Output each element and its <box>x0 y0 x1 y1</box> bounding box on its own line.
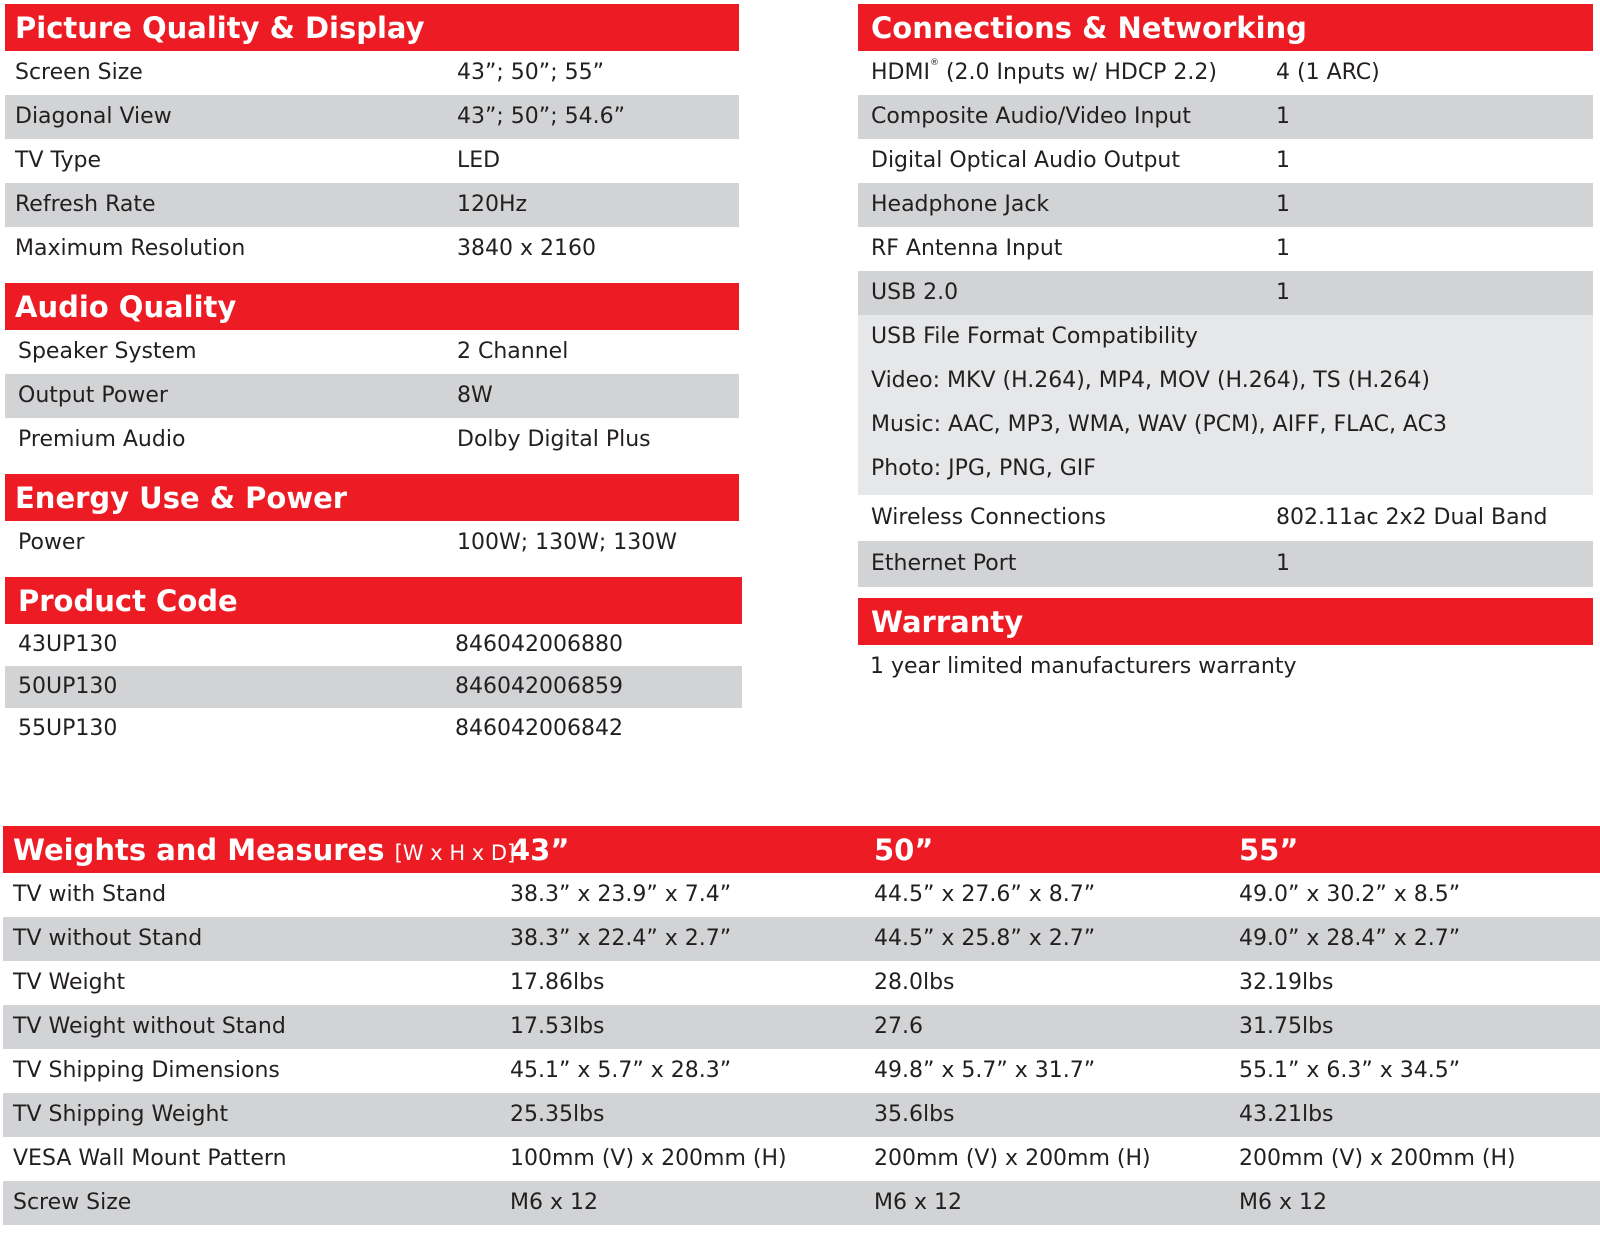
measure-value-43: 45.1” x 5.7” x 28.3” <box>510 1058 732 1083</box>
usb-photo-row <box>858 447 1593 491</box>
measure-value-43: 38.3” x 23.9” x 7.4” <box>510 882 732 907</box>
spec-value: 1 <box>1276 148 1290 173</box>
measure-value-50: 49.8” x 5.7” x 31.7” <box>874 1058 1096 1083</box>
measure-value-55: 49.0” x 30.2” x 8.5” <box>1239 882 1461 907</box>
energy-section <box>5 474 739 565</box>
spec-label: Ethernet Port <box>871 551 1017 576</box>
hdmi-label: HDMI <box>871 60 930 85</box>
measure-value-50: 28.0lbs <box>874 970 955 995</box>
table-row <box>3 961 1600 1005</box>
spec-label: Headphone Jack <box>871 192 1050 217</box>
measure-value-55: 31.75lbs <box>1239 1014 1334 1039</box>
measure-label: TV Shipping Weight <box>13 1102 229 1127</box>
energy-header: Energy Use & Power <box>5 474 739 521</box>
warranty-text: 1 year limited manufacturers warranty <box>870 654 1297 679</box>
measure-value-43: 100mm (V) x 200mm (H) <box>510 1146 787 1171</box>
spec-label: Diagonal View <box>15 104 172 129</box>
spec-label: TV Type <box>15 148 102 173</box>
spec-label: Premium Audio <box>18 427 186 452</box>
spec-row <box>858 95 1593 139</box>
measure-label: TV Weight <box>13 970 126 995</box>
measure-value-55: M6 x 12 <box>1239 1190 1327 1215</box>
audio-quality-header: Audio Quality <box>5 283 739 330</box>
col-header-55: 55” <box>1239 833 1299 867</box>
measure-label: Screw Size <box>13 1190 132 1215</box>
spec-row <box>5 139 739 183</box>
spec-label <box>871 51 1217 95</box>
spec-value: 120Hz <box>457 192 528 217</box>
measure-value-43: 38.3” x 22.4” x 2.7” <box>510 926 732 951</box>
measure-value-50: 44.5” x 25.8” x 2.7” <box>874 926 1096 951</box>
spec-label: Power <box>18 530 85 555</box>
model-number: 50UP130 <box>18 674 118 699</box>
weights-section <box>3 826 1600 1225</box>
registered-mark: ® <box>929 58 939 68</box>
weights-header <box>3 826 1600 873</box>
connections-header: Connections & Networking <box>858 4 1593 51</box>
hdmi-label-detail: (2.0 Inputs w/ HDCP 2.2) <box>938 60 1218 85</box>
table-row <box>3 917 1600 961</box>
spec-value: 1 <box>1276 192 1290 217</box>
upc-code: 846042006859 <box>455 674 623 699</box>
spec-label: Screen Size <box>15 60 143 85</box>
spec-row <box>5 624 742 666</box>
spec-label: Output Power <box>18 383 168 408</box>
weights-title: Weights and Measures <box>13 833 385 867</box>
measure-label: TV with Stand <box>13 882 167 907</box>
spec-row <box>5 51 739 95</box>
usb-video-formats: Video: MKV (H.264), MP4, MOV (H.264), TS (H.264) <box>871 368 1430 393</box>
audio-quality-section <box>5 283 739 462</box>
spec-value: 100W; 130W; 130W <box>457 530 678 555</box>
spec-row <box>858 271 1593 315</box>
spec-row <box>858 495 1593 541</box>
measure-label: VESA Wall Mount Pattern <box>13 1146 287 1171</box>
product-code-section <box>5 577 742 750</box>
table-row <box>3 1093 1600 1137</box>
usb-format-title: USB File Format Compatibility <box>871 324 1198 349</box>
weights-title-wrap <box>13 826 515 878</box>
measure-value-50: 200mm (V) x 200mm (H) <box>874 1146 1151 1171</box>
spec-row <box>5 183 739 227</box>
spec-row <box>5 708 742 750</box>
warranty-section <box>858 598 1593 689</box>
measure-value-43: 17.53lbs <box>510 1014 605 1039</box>
spec-value: LED <box>457 148 501 173</box>
weights-units: [W x H x D] <box>394 841 516 865</box>
col-header-43: 43” <box>510 833 570 867</box>
upc-code: 846042006842 <box>455 716 623 741</box>
spec-row <box>858 139 1593 183</box>
measure-value-43: 25.35lbs <box>510 1102 605 1127</box>
spec-row <box>5 418 739 462</box>
col-header-50: 50” <box>874 833 934 867</box>
spec-row <box>5 330 739 374</box>
measure-value-50: M6 x 12 <box>874 1190 962 1215</box>
spec-value: 4 (1 ARC) <box>1276 60 1380 85</box>
spec-value: 8W <box>457 383 493 408</box>
spec-value: 1 <box>1276 104 1290 129</box>
spec-value: 1 <box>1276 236 1290 261</box>
spec-row <box>5 374 739 418</box>
measure-value-55: 43.21lbs <box>1239 1102 1334 1127</box>
spec-row <box>5 521 739 565</box>
measure-value-50: 27.6 <box>874 1014 923 1039</box>
measure-value-50: 35.6lbs <box>874 1102 955 1127</box>
spec-row <box>5 666 742 708</box>
spec-label: Composite Audio/Video Input <box>871 104 1191 129</box>
table-row <box>3 873 1600 917</box>
spec-row <box>858 51 1593 95</box>
spec-label: Refresh Rate <box>15 192 156 217</box>
usb-music-row <box>858 403 1593 447</box>
measure-value-43: 17.86lbs <box>510 970 605 995</box>
spec-value: 1 <box>1276 551 1290 576</box>
spec-value: Dolby Digital Plus <box>457 427 651 452</box>
usb-format-block <box>858 315 1593 495</box>
spec-label: Speaker System <box>18 339 197 364</box>
spec-value: 2 Channel <box>457 339 569 364</box>
spec-value: 43”; 50”; 54.6” <box>457 104 625 129</box>
usb-video-row <box>858 359 1593 403</box>
spec-row <box>858 541 1593 587</box>
measure-value-55: 55.1” x 6.3” x 34.5” <box>1239 1058 1461 1083</box>
table-row <box>3 1137 1600 1181</box>
measure-label: TV without Stand <box>13 926 203 951</box>
warranty-header: Warranty <box>858 598 1593 645</box>
spec-row <box>5 95 739 139</box>
connections-section <box>858 4 1593 587</box>
usb-music-formats: Music: AAC, MP3, WMA, WAV (PCM), AIFF, FLAC, AC3 <box>871 412 1447 437</box>
measure-label: TV Weight without Stand <box>13 1014 286 1039</box>
table-row <box>3 1181 1600 1225</box>
usb-photo-formats: Photo: JPG, PNG, GIF <box>871 456 1096 481</box>
measure-value-55: 200mm (V) x 200mm (H) <box>1239 1146 1516 1171</box>
measure-value-43: M6 x 12 <box>510 1190 598 1215</box>
spec-label: Wireless Connections <box>871 505 1106 530</box>
model-number: 55UP130 <box>18 716 118 741</box>
warranty-row <box>858 645 1593 689</box>
measure-value-55: 32.19lbs <box>1239 970 1334 995</box>
spec-row <box>5 227 739 271</box>
spec-label: Maximum Resolution <box>15 236 246 261</box>
spec-value: 43”; 50”; 55” <box>457 60 604 85</box>
table-row <box>3 1049 1600 1093</box>
spec-label: Digital Optical Audio Output <box>871 148 1180 173</box>
picture-quality-section <box>5 4 739 271</box>
spec-label: USB 2.0 <box>871 280 959 305</box>
model-number: 43UP130 <box>18 632 118 657</box>
measure-value-55: 49.0” x 28.4” x 2.7” <box>1239 926 1461 951</box>
spec-value: 3840 x 2160 <box>457 236 596 261</box>
spec-value: 802.11ac 2x2 Dual Band <box>1276 505 1548 530</box>
measure-value-50: 44.5” x 27.6” x 8.7” <box>874 882 1096 907</box>
spec-row <box>858 183 1593 227</box>
picture-quality-header: Picture Quality & Display <box>5 4 739 51</box>
spec-value: 1 <box>1276 280 1290 305</box>
spec-label: RF Antenna Input <box>871 236 1063 261</box>
spec-row <box>858 227 1593 271</box>
measure-label: TV Shipping Dimensions <box>13 1058 280 1083</box>
table-row <box>3 1005 1600 1049</box>
usb-format-title-row <box>858 315 1593 359</box>
product-code-header: Product Code <box>5 577 742 624</box>
upc-code: 846042006880 <box>455 632 623 657</box>
